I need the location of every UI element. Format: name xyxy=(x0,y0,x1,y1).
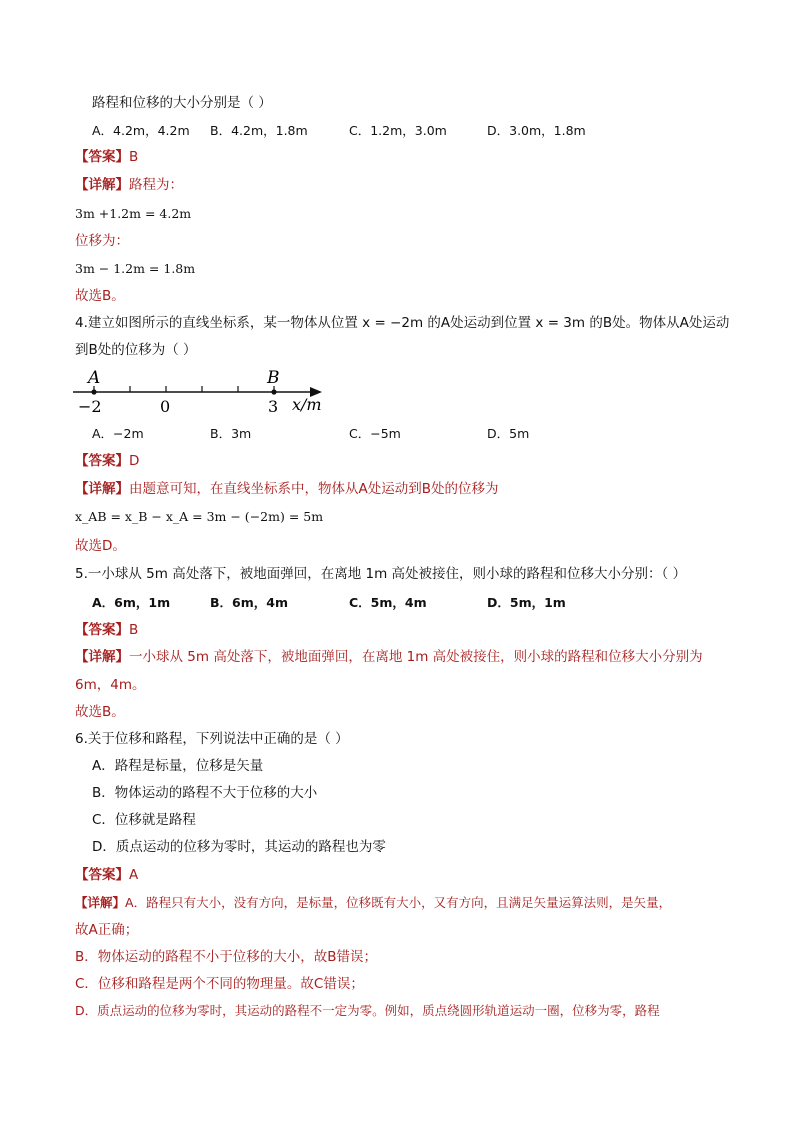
q6-option-c: C．位移就是路程 xyxy=(92,812,196,828)
axis-unit-label: x/m xyxy=(292,395,322,414)
q3-conclusion: 故选B。 xyxy=(75,288,125,304)
answer-value: B xyxy=(129,622,139,638)
detail-text: 一小球从 5m 高处落下，被地面弹回，在离地 1m 高处被接住，则小球的路程和位移大小分别为 xyxy=(129,649,703,665)
q4-conclusion: 故选D。 xyxy=(75,538,126,554)
q3-displacement-label: 位移为： xyxy=(75,233,129,249)
answer-label: 【答案】 xyxy=(75,622,129,638)
q3-equation-1: 3m +1.2m = 4.2m xyxy=(75,206,192,221)
q3-option-a: A．4.2m，4.2m xyxy=(92,123,190,138)
detail-text: A．路程只有大小，没有方向，是标量，位移既有大小，又有方向，且满足矢量运算法则，是矢量， xyxy=(125,895,672,910)
answer-label: 【答案】 xyxy=(75,453,129,469)
answer-value: B xyxy=(129,149,139,165)
q4-equation: x_AB = x_B − x_A = 3m − (−2m) = 5m xyxy=(75,509,324,524)
q5-stem: 5.一小球从 5m 高处落下，被地面弹回，在离地 1m 高处被接住，则小球的路程和位移大小分别：（ ） xyxy=(75,566,687,582)
q3-option-d: D．3.0m，1.8m xyxy=(487,123,586,138)
q6-detail-c: C．位移和路程是两个不同的物理量。故C错误； xyxy=(75,976,364,992)
q6-stem: 6.关于位移和路程，下列说法中正确的是（ ） xyxy=(75,731,349,747)
detail-label: 【详解】 xyxy=(75,649,129,665)
q4-stem-line1: 4.建立如图所示的直线坐标系，某一物体从位置 x = −2m 的A处运动到位置 x = 3m 的B处。物体从A处运动 xyxy=(75,315,730,331)
q3-detail xyxy=(75,176,183,194)
detail-text: 路程为： xyxy=(129,177,183,193)
q6-detail-d: D．质点运动的位移为零时，其运动的路程不一定为零。例如，质点绕圆形轨道运动一圈，位移为零，路程 xyxy=(75,1003,660,1018)
point-b-label: B xyxy=(267,368,280,388)
q3-equation-2: 3m − 1.2m = 1.8m xyxy=(75,261,196,276)
q5-answer xyxy=(75,621,138,639)
tick-label-neg2: −2 xyxy=(78,397,102,416)
q5-option-a: A．6m，1m xyxy=(92,595,171,610)
point-a-dot xyxy=(91,389,96,394)
q5-detail xyxy=(75,648,703,666)
q4-option-c: C．−5m xyxy=(349,426,401,441)
q5-detail-cont: 6m，4m。 xyxy=(75,677,146,693)
q6-option-b: B．物体运动的路程不大于位移的大小 xyxy=(92,785,318,801)
answer-value: A xyxy=(129,867,139,883)
q6-detail-a xyxy=(75,894,671,912)
q5-option-c: C．5m，4m xyxy=(349,595,427,610)
tick-label-0: 0 xyxy=(160,397,171,416)
detail-label: 【详解】 xyxy=(75,895,126,910)
number-line-diagram xyxy=(70,362,340,418)
point-b-dot xyxy=(271,389,276,394)
q5-conclusion: 故选B。 xyxy=(75,704,125,720)
detail-text: 由题意可知，在直线坐标系中，物体从A处运动到B处的位移为 xyxy=(129,481,499,497)
answer-value: D xyxy=(129,453,140,469)
q3-option-b: B．4.2m，1.8m xyxy=(210,123,308,138)
answer-label: 【答案】 xyxy=(75,867,129,883)
q3-option-c: C．1.2m，3.0m xyxy=(349,123,447,138)
q6-option-d: D．质点运动的位移为零时，其运动的路程也为零 xyxy=(92,839,386,855)
q5-option-d: D．5m，1m xyxy=(487,595,566,610)
q5-option-b: B．6m，4m xyxy=(210,595,288,610)
point-a-label: A xyxy=(88,368,101,388)
detail-label: 【详解】 xyxy=(75,481,129,497)
q6-detail-b: B．物体运动的路程不小于位移的大小，故B错误； xyxy=(75,949,378,965)
q4-option-b: B．3m xyxy=(210,426,252,441)
q3-stem-tail: 路程和位移的大小分别是（ ） xyxy=(92,95,272,111)
q4-answer xyxy=(75,452,139,470)
q4-option-a: A．−2m xyxy=(92,426,144,441)
q6-option-a: A．路程是标量，位移是矢量 xyxy=(92,758,264,774)
q6-detail-a-cont: 故A正确； xyxy=(75,922,139,938)
answer-label: 【答案】 xyxy=(75,149,129,165)
q3-answer xyxy=(75,148,138,166)
q4-detail xyxy=(75,480,499,498)
q4-option-d: D．5m xyxy=(487,426,530,441)
tick-label-3: 3 xyxy=(268,397,279,416)
detail-label: 【详解】 xyxy=(75,177,129,193)
q6-answer xyxy=(75,866,138,884)
q4-stem-line2: 到B处的位移为（ ） xyxy=(75,342,197,358)
